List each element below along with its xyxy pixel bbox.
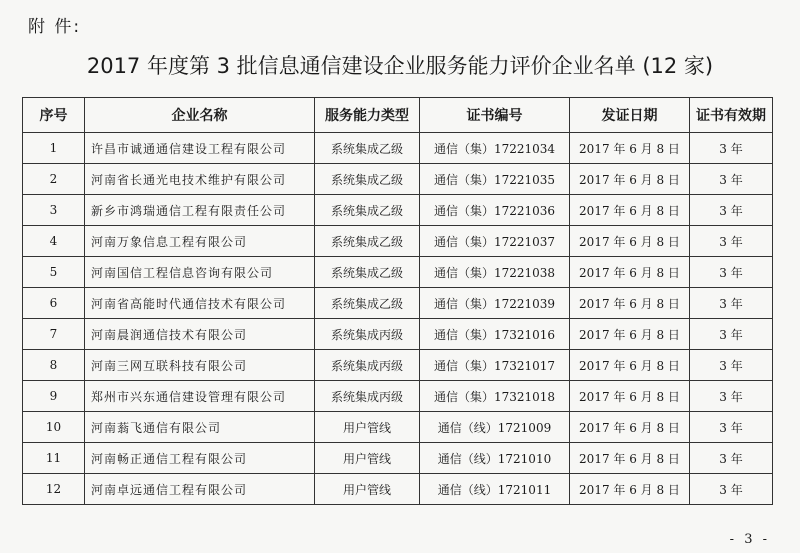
table-row xyxy=(23,412,773,443)
validity-period-cell: 3 年 xyxy=(690,133,773,164)
certificate-number-cell: 通信（线）1721009 xyxy=(420,412,570,443)
table-header-row xyxy=(23,98,773,133)
column-header-index: 序号 xyxy=(23,98,85,133)
row-index-cell: 5 xyxy=(23,257,85,288)
validity-period-cell: 3 年 xyxy=(690,257,773,288)
service-type-cell: 系统集成乙级 xyxy=(315,133,420,164)
company-name-cell: 河南卓远通信工程有限公司 xyxy=(85,474,315,505)
row-index-cell: 9 xyxy=(23,381,85,412)
service-type-cell: 系统集成乙级 xyxy=(315,164,420,195)
certificate-number-cell: 通信（集）17321017 xyxy=(420,350,570,381)
row-index-cell: 7 xyxy=(23,319,85,350)
certificate-number-cell: 通信（集）17221036 xyxy=(420,195,570,226)
validity-period-cell: 3 年 xyxy=(690,443,773,474)
company-name-cell: 河南三网互联科技有限公司 xyxy=(85,350,315,381)
issue-date-cell: 2017 年 6 月 8 日 xyxy=(570,443,690,474)
company-name-cell: 河南晨润通信技术有限公司 xyxy=(85,319,315,350)
certificate-number-cell: 通信（集）17221035 xyxy=(420,164,570,195)
company-name-cell: 河南省高能时代通信技术有限公司 xyxy=(85,288,315,319)
row-index-cell: 4 xyxy=(23,226,85,257)
issue-date-cell: 2017 年 6 月 8 日 xyxy=(570,133,690,164)
service-type-cell: 系统集成乙级 xyxy=(315,226,420,257)
validity-period-cell: 3 年 xyxy=(690,164,773,195)
service-type-cell: 系统集成乙级 xyxy=(315,195,420,226)
enterprise-table xyxy=(22,97,773,505)
company-name-cell: 河南畅正通信工程有限公司 xyxy=(85,443,315,474)
table-body xyxy=(23,133,773,505)
column-header-service-type: 服务能力类型 xyxy=(315,98,420,133)
row-index-cell: 8 xyxy=(23,350,85,381)
row-index-cell: 3 xyxy=(23,195,85,226)
table-row xyxy=(23,319,773,350)
company-name-cell: 郑州市兴东通信建设管理有限公司 xyxy=(85,381,315,412)
validity-period-cell: 3 年 xyxy=(690,381,773,412)
issue-date-cell: 2017 年 6 月 8 日 xyxy=(570,412,690,443)
service-type-cell: 系统集成丙级 xyxy=(315,381,420,412)
issue-date-cell: 2017 年 6 月 8 日 xyxy=(570,195,690,226)
service-type-cell: 系统集成乙级 xyxy=(315,288,420,319)
company-name-cell: 许昌市诚通通信建设工程有限公司 xyxy=(85,133,315,164)
company-name-cell: 河南万象信息工程有限公司 xyxy=(85,226,315,257)
issue-date-cell: 2017 年 6 月 8 日 xyxy=(570,474,690,505)
certificate-number-cell: 通信（集）17221039 xyxy=(420,288,570,319)
validity-period-cell: 3 年 xyxy=(690,350,773,381)
company-name-cell: 河南国信工程信息咨询有限公司 xyxy=(85,257,315,288)
column-header-certificate-no: 证书编号 xyxy=(420,98,570,133)
row-index-cell: 11 xyxy=(23,443,85,474)
issue-date-cell: 2017 年 6 月 8 日 xyxy=(570,288,690,319)
validity-period-cell: 3 年 xyxy=(690,319,773,350)
issue-date-cell: 2017 年 6 月 8 日 xyxy=(570,381,690,412)
attachment-label: 附 件: xyxy=(28,17,82,37)
certificate-number-cell: 通信（集）17321018 xyxy=(420,381,570,412)
row-index-cell: 2 xyxy=(23,164,85,195)
table-row xyxy=(23,350,773,381)
validity-period-cell: 3 年 xyxy=(690,195,773,226)
certificate-number-cell: 通信（线）1721011 xyxy=(420,474,570,505)
column-header-company: 企业名称 xyxy=(85,98,315,133)
issue-date-cell: 2017 年 6 月 8 日 xyxy=(570,226,690,257)
table-row xyxy=(23,381,773,412)
table-row xyxy=(23,443,773,474)
validity-period-cell: 3 年 xyxy=(690,474,773,505)
certificate-number-cell: 通信（集）17221037 xyxy=(420,226,570,257)
service-type-cell: 用户管线 xyxy=(315,412,420,443)
certificate-number-cell: 通信（线）1721010 xyxy=(420,443,570,474)
service-type-cell: 系统集成丙级 xyxy=(315,319,420,350)
company-name-cell: 河南省长通光电技术维护有限公司 xyxy=(85,164,315,195)
service-type-cell: 系统集成丙级 xyxy=(315,350,420,381)
company-name-cell: 新乡市鸿瑞通信工程有限责任公司 xyxy=(85,195,315,226)
row-index-cell: 10 xyxy=(23,412,85,443)
column-header-validity: 证书有效期 xyxy=(690,98,773,133)
column-header-issue-date: 发证日期 xyxy=(570,98,690,133)
table-row xyxy=(23,288,773,319)
company-name-cell: 河南蓊飞通信有限公司 xyxy=(85,412,315,443)
certificate-number-cell: 通信（集）17221038 xyxy=(420,257,570,288)
table-row xyxy=(23,257,773,288)
service-type-cell: 用户管线 xyxy=(315,474,420,505)
table-row xyxy=(23,133,773,164)
row-index-cell: 1 xyxy=(23,133,85,164)
table-row xyxy=(23,195,773,226)
table-row xyxy=(23,474,773,505)
service-type-cell: 用户管线 xyxy=(315,443,420,474)
row-index-cell: 12 xyxy=(23,474,85,505)
issue-date-cell: 2017 年 6 月 8 日 xyxy=(570,350,690,381)
validity-period-cell: 3 年 xyxy=(690,288,773,319)
issue-date-cell: 2017 年 6 月 8 日 xyxy=(570,319,690,350)
issue-date-cell: 2017 年 6 月 8 日 xyxy=(570,257,690,288)
validity-period-cell: 3 年 xyxy=(690,226,773,257)
page-number: - 3 - xyxy=(729,532,770,547)
table-row xyxy=(23,164,773,195)
table-row xyxy=(23,226,773,257)
certificate-number-cell: 通信（集）17321016 xyxy=(420,319,570,350)
row-index-cell: 6 xyxy=(23,288,85,319)
certificate-number-cell: 通信（集）17221034 xyxy=(420,133,570,164)
service-type-cell: 系统集成乙级 xyxy=(315,257,420,288)
validity-period-cell: 3 年 xyxy=(690,412,773,443)
document-title: 2017 年度第 3 批信息通信建设企业服务能力评价企业名单 (12 家) xyxy=(86,54,714,78)
issue-date-cell: 2017 年 6 月 8 日 xyxy=(570,164,690,195)
